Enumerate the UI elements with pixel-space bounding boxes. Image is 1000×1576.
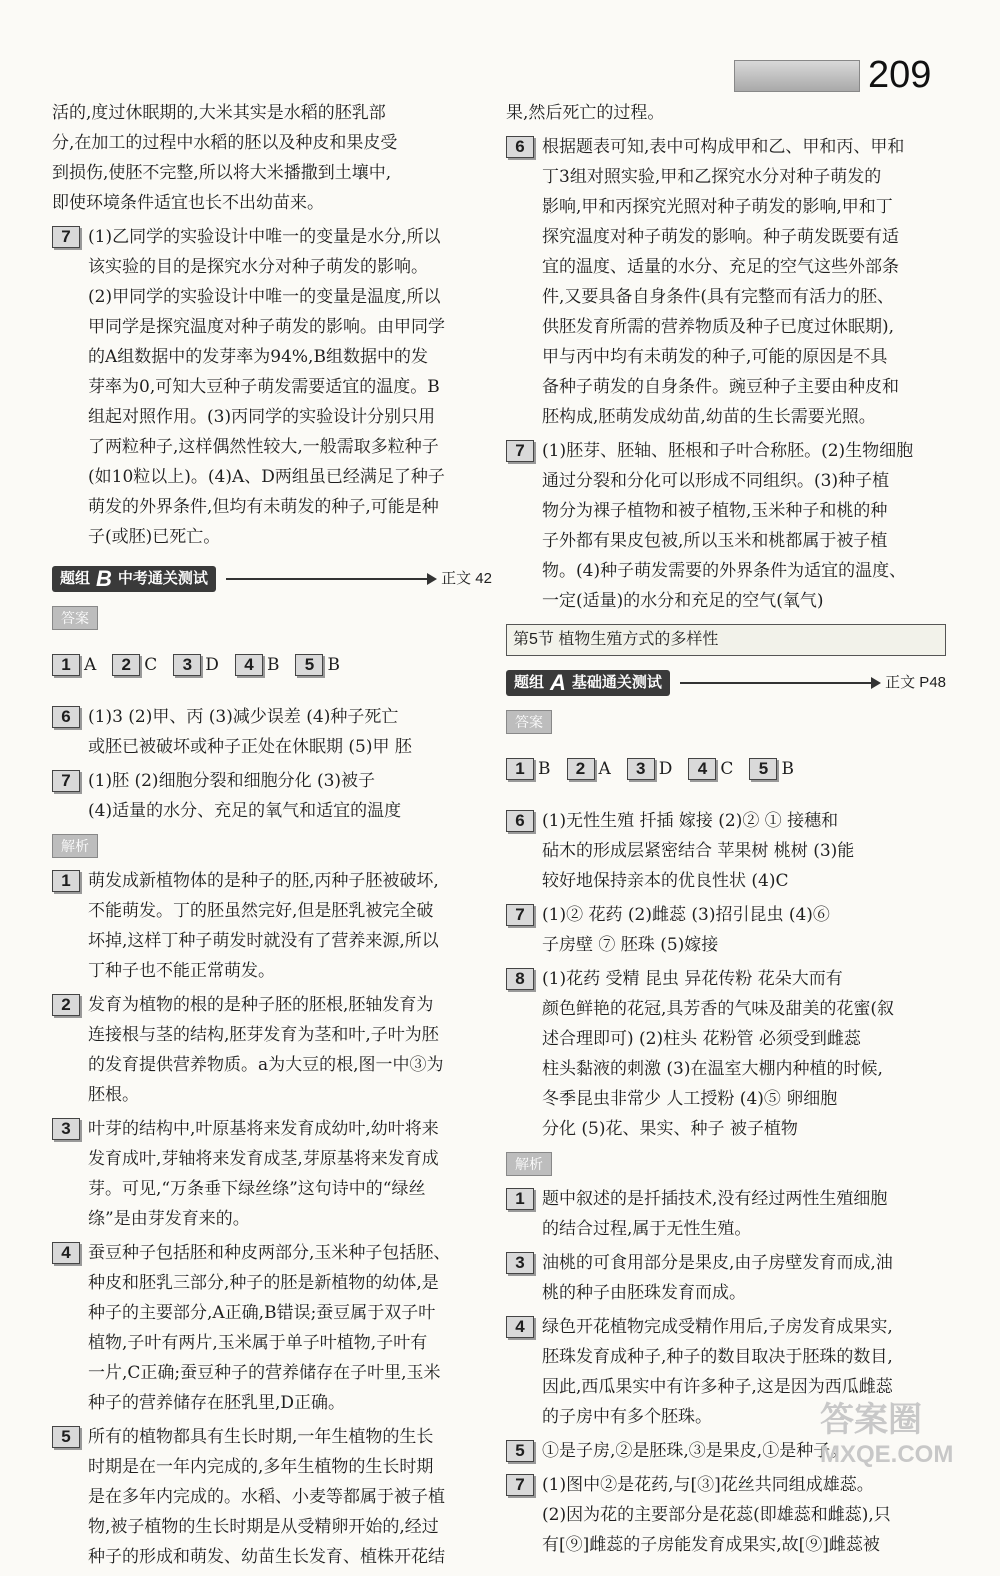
text-line: 组起对照作用。(3)丙同学的实验设计分别只用: [88, 407, 436, 427]
section-title: 第5节 植物生殖方式的多样性: [506, 624, 946, 656]
right-answer-6: 6 (1)无性生殖 扦插 嫁接 (2)② ① 接穗和 砧木的形成层紧密结合 苹果树 桃树 (3)能 较好地保持亲本的优良性状 (4)C: [506, 806, 946, 896]
question-number: 5: [506, 1440, 534, 1462]
text-line: 物,被子植物的生长时期是从受精卵开始的,经过: [88, 1517, 439, 1537]
text-line: 冬季昆虫非常少 人工授粉 (4)⑤ 卵细胞: [542, 1089, 838, 1109]
question-number: 3: [173, 654, 201, 676]
text-line: (1)无性生殖 扦插 嫁接 (2)② ① 接穗和: [542, 811, 839, 831]
group-b-header: [52, 564, 492, 594]
question-number: 4: [52, 1242, 80, 1264]
text-line: 不能萌发。丁的胚虽然完好,但是胚乳被完全破: [88, 901, 434, 921]
analysis-tag: 解析: [506, 1152, 552, 1176]
mc-answer: [688, 754, 733, 784]
text-line: 供胚发育所需的营养物质及种子已度过休眠期),: [542, 317, 895, 337]
left-intro: [52, 98, 492, 218]
mc-choice: B: [538, 759, 551, 779]
text-line: 述合理即可) (2)柱头 花粉管 必须受到雌蕊: [542, 1029, 861, 1049]
text-line: 绿色开花植物完成受精作用后,子房发育成果实,: [542, 1317, 893, 1337]
question-number: 1: [52, 870, 80, 892]
arrow-right-icon: [226, 578, 435, 580]
text-line: 有[⑨]雌蕊的子房能发育成果实,故[⑨]雌蕊被: [542, 1535, 880, 1555]
left-q7: [52, 222, 492, 552]
page-header-bar: [734, 60, 860, 92]
text-line: 该实验的目的是探究水分对种子萌发的影响。: [88, 257, 428, 277]
text-line: (2)甲同学的实验设计中唯一的变量是温度,所以: [88, 287, 441, 307]
text-line: 题中叙述的是扦插技术,没有经过两性生殖细胞: [542, 1189, 888, 1209]
analysis-item: [52, 866, 492, 986]
page-reference: 正文 P48: [885, 674, 946, 691]
mc-answer: [112, 650, 157, 680]
text-line: 丁3组对照实验,甲和乙探究水分对种子萌发的: [542, 167, 882, 187]
question-number: 7: [52, 226, 80, 248]
text-line: (1)胚芽、胚轴、胚根和子叶合称胚。(2)生物细胞: [542, 441, 914, 461]
analysis-tag: 解析: [52, 834, 98, 858]
text-line: (1)② 花药 (2)雌蕊 (3)招引昆虫 (4)⑥: [542, 905, 830, 925]
text-line: 或胚已被破坏或种子正处在休眠期 (5)甲 胚: [88, 737, 412, 757]
question-number: 4: [688, 758, 716, 780]
arrow-right-icon: [680, 682, 879, 684]
text-line: 芽率为0,可知大豆种子萌发需要适宜的温度。B: [88, 377, 440, 397]
text-line: (1)3 (2)甲、丙 (3)减少误差 (4)种子死亡: [88, 707, 399, 727]
mc-answer: [567, 754, 611, 784]
right-column: [506, 98, 946, 1564]
group-a-header: [506, 668, 946, 698]
left-analysis-list: [52, 866, 492, 1572]
question-number: 4: [235, 654, 263, 676]
right-intro: [506, 98, 946, 128]
text-line: 子房壁 ⑦ 胚珠 (5)嫁接: [542, 935, 719, 955]
right-answer-8: 8 (1)花药 受精 昆虫 异花传粉 花朵大而有 颜色鲜艳的花冠,具芳香的气味及甜美的花蜜(叙 述合理即可) (2)柱头 花粉管 必须受到雌蕊 柱头黏液的刺激 (3)在温室大棚内种植的时候, 冬季昆虫非常少 人工授粉 (4)⑤ 卵细胞 分化 (5)花、果实、种子 被子植物: [506, 964, 946, 1144]
text-line: 活的,度过休眠期的,大米其实是水稻的胚乳部: [52, 103, 386, 123]
right-analysis-list: [506, 1184, 946, 1560]
text-line: (2)因为花的主要部分是花蕊(即雄蕊和雌蕊),只: [542, 1505, 891, 1525]
mc-answer: [295, 650, 340, 680]
text-line: 叶芽的结构中,叶原基将来发育成幼叶,幼叶将来: [88, 1119, 439, 1139]
text-line: 甲同学是探究温度对种子萌发的影响。由甲同学: [88, 317, 445, 337]
text-line: 连接根与茎的结构,胚芽发育为茎和叶,子叶为胚: [88, 1025, 439, 1045]
mc-choice: C: [720, 759, 734, 779]
text-line: 种子的营养储存在胚乳里,D正确。: [88, 1393, 346, 1413]
text-line: 探究温度对种子萌发的影响。种子萌发既要有适: [542, 227, 899, 247]
text-line: 颜色鲜艳的花冠,具芳香的气味及甜美的花蜜(叙: [542, 999, 895, 1019]
question-number: 4: [506, 1316, 534, 1338]
page-reference: 正文 42: [441, 570, 492, 587]
analysis-item: [52, 1422, 492, 1572]
text-line: 丁种子也不能正常萌发。: [88, 961, 275, 981]
text-line: 一片,C正确;蚕豆种子的营养储存在子叶里,玉米: [88, 1363, 441, 1383]
text-line: 了两粒种子,这样偶然性较大,一般需取多粒种子: [88, 437, 439, 457]
mc-choice: B: [327, 655, 340, 675]
question-number: 3: [627, 758, 655, 780]
analysis-item: [506, 1248, 946, 1308]
question-number: 3: [52, 1118, 80, 1140]
text-line: 一定(适量)的水分和充足的空气(氧气): [542, 591, 824, 611]
text-line: 子外都有果皮包被,所以玉米和桃都属于被子植: [542, 531, 888, 551]
text-line: 是在多年内完成的。水稻、小麦等都属于被子植: [88, 1487, 445, 1507]
left-answer-7: 7 (1)胚 (2)细胞分裂和细胞分化 (3)被子 (4)适量的水分、充足的氧气和适宜的温度: [52, 766, 492, 826]
analysis-item: [52, 1238, 492, 1418]
text-line: 种子的主要部分,A正确,B错误;蚕豆属于双子叶: [88, 1303, 436, 1323]
text-line: 发育为植物的根的是种子胚的胚根,胚轴发育为: [88, 995, 434, 1015]
mc-choice: B: [266, 655, 280, 675]
mc-answers: [52, 650, 492, 680]
question-number: 5: [295, 654, 323, 676]
text-line: 胚珠发育成种子,种子的数目取决于胚珠的数目,: [542, 1347, 893, 1367]
analysis-item: [52, 990, 492, 1110]
question-number: 5: [52, 1426, 80, 1448]
right-answer-7: 7 (1)② 花药 (2)雌蕊 (3)招引昆虫 (4)⑥ 子房壁 ⑦ 胚珠 (5)嫁接: [506, 900, 946, 960]
mc-choice: B: [781, 759, 794, 779]
text-line: 物分为裸子植物和被子植物,玉米种子和桃的种: [542, 501, 888, 521]
page-number: 209: [868, 54, 932, 96]
text-line: 胚根。: [88, 1085, 139, 1105]
text-line: 通过分裂和分化可以形成不同组织。(3)种子植: [542, 471, 890, 491]
text-line: 件,又要具备自身条件(具有完整而有活力的胚、: [542, 287, 895, 307]
text-line: 较好地保持亲本的优良性状 (4)C: [542, 871, 789, 891]
text-line: 种子的形成和萌发、幼苗生长发育、植株开花结: [88, 1547, 445, 1567]
text-line: 的子房中有多个胚珠。: [542, 1407, 712, 1427]
text-line: 即使环境条件适宜也长不出幼苗来。: [52, 193, 324, 213]
text-line: 备种子萌发的自身条件。豌豆种子主要由种皮和: [542, 377, 899, 397]
mc-answer: [749, 754, 794, 784]
text-line: 坏掉,这样丁种子萌发时就没有了营养来源,所以: [88, 931, 439, 951]
question-number: 7: [506, 1474, 534, 1496]
text-line: 植物,子叶有两片,玉米属于单子叶植物,子叶有: [88, 1333, 428, 1353]
text-line: 宜的温度、适量的水分、充足的空气这些外部条: [542, 257, 899, 277]
watermark-logo: 答案圈 MXQE.COM: [820, 1401, 954, 1468]
text-line: 柱头黏液的刺激 (3)在温室大棚内种植的时候,: [542, 1059, 883, 1079]
text-line: 芽。可见,“万条垂下绿丝绦”这句诗中的“绿丝: [88, 1179, 426, 1199]
text-line: 发育成叶,芽轴将来发育成茎,芽原基将来发育成: [88, 1149, 439, 1169]
text-line: (如10粒以上)。(4)A、D两组虽已经满足了种子: [88, 467, 445, 487]
mc-choice: C: [144, 655, 158, 675]
text-line: 萌发的外界条件,但均有未萌发的种子,可能是种: [88, 497, 439, 517]
mc-choice: A: [598, 759, 611, 779]
text-line: (4)适量的水分、充足的氧气和适宜的温度: [88, 801, 402, 821]
text-line: 影响,甲和丙探究光照对种子萌发的影响,甲和丁: [542, 197, 893, 217]
mc-answer: [627, 754, 673, 784]
question-number: 2: [567, 758, 595, 780]
text-line: 时期是在一年内完成的,多年生植物的生长时期: [88, 1457, 434, 1477]
text-line: 甲与丙中均有未萌发的种子,可能的原因是不具: [542, 347, 888, 367]
text-line: 胚构成,胚萌发成幼苗,幼苗的生长需要光照。: [542, 407, 876, 427]
text-line: (1)花药 受精 昆虫 异花传粉 花朵大而有: [542, 969, 843, 989]
text-line: 萌发成新植物体的是种子的胚,丙种子胚被破坏,: [88, 871, 439, 891]
text-line: 分,在加工的过程中水稻的胚以及种皮和果皮受: [52, 133, 398, 153]
text-line: 果,然后死亡的过程。: [506, 103, 665, 123]
question-number: 3: [506, 1252, 534, 1274]
text-line: (1)胚 (2)细胞分裂和细胞分化 (3)被子: [88, 771, 376, 791]
left-answer-6: 6 (1)3 (2)甲、丙 (3)减少误差 (4)种子死亡 或胚已被破坏或种子正处在休眠期 (5)甲 胚: [52, 702, 492, 762]
right-q7: 7 (1)胚芽、胚轴、胚根和子叶合称胚。(2)生物细胞 通过分裂和分化可以形成不同组织。(3)种子植 物分为裸子植物和被子植物,玉米种子和桃的种 子外都有果皮包被,所以玉米和桃都属于被子植 物。(4)种子萌发需要的外界条件为适宜的温度、 一定(适量)的水分和充足的空气(氧气): [506, 436, 946, 616]
text-line: 分化 (5)花、果实、种子 被子植物: [542, 1119, 798, 1139]
question-number: 2: [52, 994, 80, 1016]
right-q6: 6 根据题表可知,表中可构成甲和乙、甲和丙、甲和 丁3组对照实验,甲和乙探究水分对种子萌发的 影响,甲和丙探究光照对种子萌发的影响,甲和丁 探究温度对种子萌发的影响。种子萌发既要有适 宜的温度、适量的水分、充足的空气这些外部条 件,又要具备自身条件(具有完整而有活力的胚、 供胚发育所需的营养物质及种子已度过休眠期), 甲与丙中均有未萌发的种子,可能的原因是不具 备种子萌发的自身条件。豌豆种子主要由种皮和 胚构成,胚萌发成幼苗,幼苗的生长需要光照。: [506, 132, 946, 432]
text-line: 的A组数据中的发芽率为94%,B组数据中的发: [88, 347, 428, 367]
group-badge: 题组 A 基础通关测试: [506, 670, 670, 696]
mc-answer: [506, 754, 551, 784]
analysis-item: [52, 1114, 492, 1234]
text-line: 的结合过程,属于无性生殖。: [542, 1219, 752, 1239]
question-number: 1: [506, 1188, 534, 1210]
text-line: (1)图中②是花药,与[③]花丝共同组成雄蕊。: [542, 1475, 874, 1495]
group-badge: 题组 B 中考通关测试: [52, 566, 216, 592]
mc-choice: A: [84, 655, 97, 675]
text-line: 种皮和胚乳三部分,种子的胚是新植物的幼体,是: [88, 1273, 439, 1293]
text-line: 蚕豆种子包括胚和种皮两部分,玉米种子包括胚、: [88, 1243, 451, 1263]
text-line: 油桃的可食用部分是果皮,由子房壁发育而成,油: [542, 1253, 893, 1273]
text-line: ①是子房,②是胚珠,③是果皮,①是种子。: [542, 1441, 848, 1461]
question-number: 1: [506, 758, 534, 780]
analysis-item: [506, 1184, 946, 1244]
question-number: 1: [52, 654, 80, 676]
text-line: 到损伤,使胚不完整,所以将大米播撒到土壤中,: [52, 163, 392, 183]
text-line: 所有的植物都具有生长时期,一年生植物的生长: [88, 1427, 434, 1447]
text-line: 的发育提供营养物质。a为大豆的根,图一中③为: [88, 1055, 444, 1075]
left-column: [52, 98, 492, 1576]
mc-answers: [506, 754, 946, 784]
mc-choice: D: [205, 655, 219, 675]
answer-tag: 答案: [506, 710, 552, 734]
mc-answer: [52, 650, 96, 680]
text-line: (1)乙同学的实验设计中唯一的变量是水分,所以: [88, 227, 441, 247]
answer-tag: 答案: [52, 606, 98, 630]
text-line: 桃的种子由胚珠发育而成。: [542, 1283, 746, 1303]
text-line: 砧木的形成层紧密结合 苹果树 桃树 (3)能: [542, 841, 855, 861]
text-line: 子(或胚)已死亡。: [88, 527, 221, 547]
text-line: 因此,西瓜果实中有许多种子,这是因为西瓜雌蕊: [542, 1377, 893, 1397]
text-line: 根据题表可知,表中可构成甲和乙、甲和丙、甲和: [542, 137, 905, 157]
text-line: 绦”是由芽发育来的。: [88, 1209, 250, 1229]
mc-choice: D: [658, 759, 673, 779]
text-line: 物。(4)种子萌发需要的外界条件为适宜的温度、: [542, 561, 907, 581]
question-number: 5: [749, 758, 777, 780]
mc-answer: [173, 650, 219, 680]
mc-answer: [235, 650, 280, 680]
question-number: 2: [112, 654, 140, 676]
